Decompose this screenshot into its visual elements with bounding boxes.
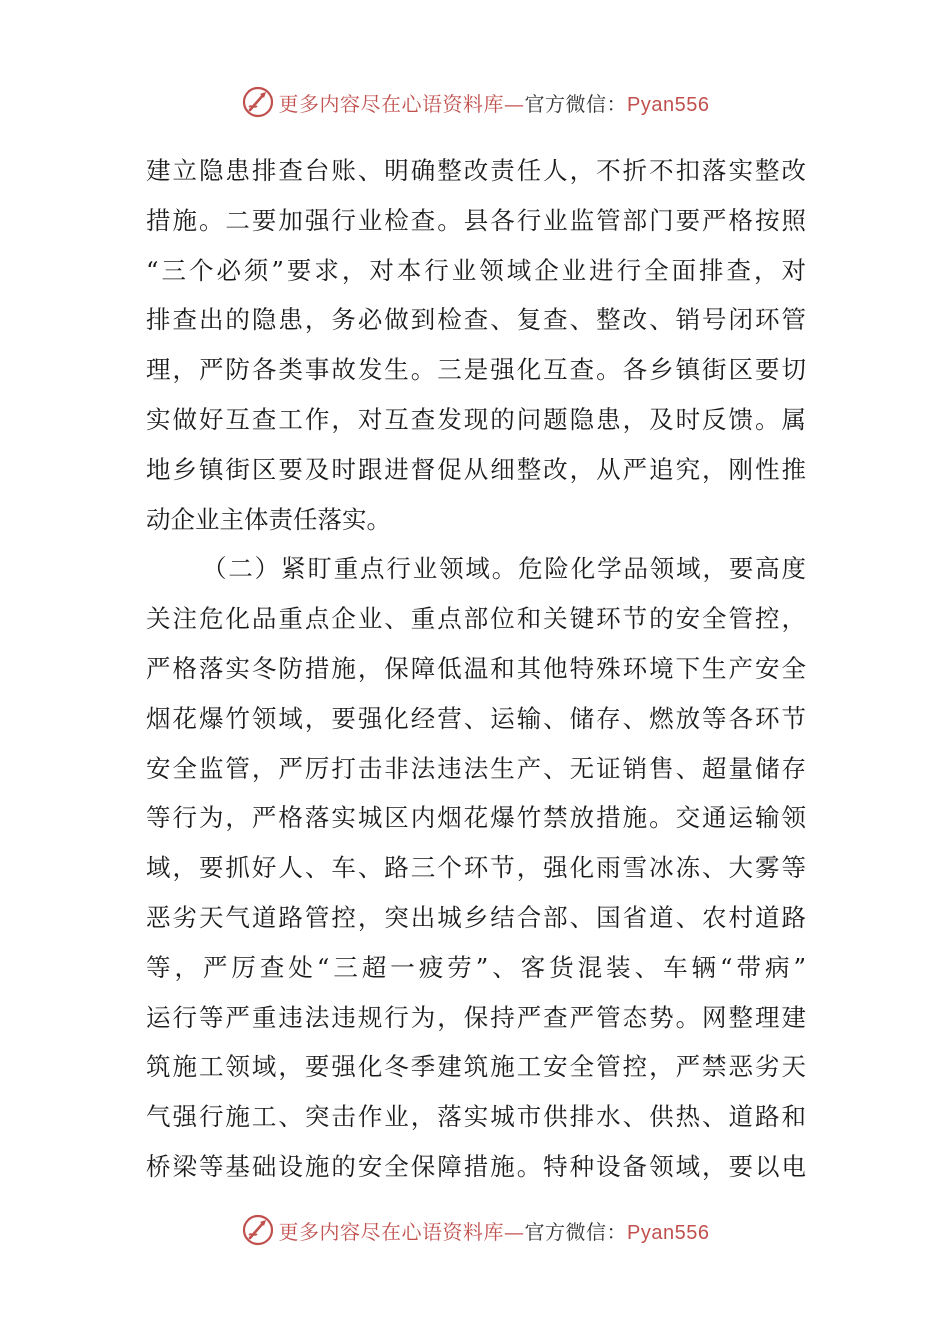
- text-line: 建立隐患排查台账、明确整改责任人，不折不扣落实整改: [146, 156, 806, 185]
- text-line: 恶劣天气道路管控，突出城乡结合部、国省道、农村道路: [146, 902, 806, 932]
- banner-official: 官方微信：: [524, 91, 628, 116]
- text-line: 理，严防各类事故发生。三是强化互查。各乡镇街区要切: [146, 355, 806, 385]
- text-line: 安全监管，严厉打击非法违法生产、无证销售、超量储存: [146, 753, 806, 783]
- text-line: 等，严厉查处“三超一疲劳”、客货混装、车辆“带病”: [146, 952, 806, 982]
- text-line: 动企业主体责任落实。: [146, 504, 391, 534]
- text-line: 实做好互查工作，对互查发现的问题隐患，及时反馈。属: [146, 404, 806, 434]
- text-line: 桥梁等基础设施的安全保障措施。特种设备领域，要以电: [146, 1151, 806, 1181]
- text-line: 气强行施工、突击作业，落实城市供排水、供热、道路和: [146, 1102, 806, 1132]
- pen-seal-logo-icon: [241, 85, 275, 119]
- text-line: 运行等严重违法违规行为，保持严查严管态势。网整理建: [146, 1002, 806, 1032]
- footer-banner: [0, 1210, 950, 1250]
- pen-seal-logo-icon: [241, 1213, 275, 1247]
- text-line: 筑施工领域，要强化冬季建筑施工安全管控，严禁恶劣天: [146, 1052, 806, 1082]
- text-line: 地乡镇街区要及时跟进督促从细整改，从严追究，刚性推: [146, 454, 806, 484]
- text-line: （二）紧盯重点行业领域。危险化学品领域，要高度: [202, 554, 806, 584]
- text-line: 措施。二要加强行业检查。县各行业监管部门要严格按照: [146, 205, 806, 235]
- text-line: 等行为，严格落实城区内烟花爆竹禁放措施。交通运输领: [146, 803, 806, 833]
- banner-prefix: 更多内容尽在心语资料库: [278, 1219, 505, 1244]
- banner-text: [279, 88, 710, 117]
- banner-dash: —: [504, 1219, 525, 1244]
- text-line: 关注危化品重点企业、重点部位和关键环节的安全管控，: [146, 604, 806, 634]
- banner-prefix: 更多内容尽在心语资料库: [278, 91, 505, 116]
- text-line: 域，要抓好人、车、路三个环节，强化雨雪冰冻、大雾等: [146, 853, 806, 883]
- banner-dash: —: [504, 91, 525, 116]
- banner-text: [279, 1216, 710, 1245]
- text-line: “三个必须”要求，对本行业领域企业进行全面排查，对: [146, 255, 806, 285]
- banner-wechat-id: Pyan556: [627, 1221, 710, 1244]
- banner-wechat-id: Pyan556: [627, 93, 710, 116]
- text-line: 排查出的隐患，务必做到检查、复查、整改、销号闭环管: [146, 305, 806, 335]
- header-banner: [0, 82, 950, 122]
- document-body: [146, 146, 806, 1192]
- banner-official: 官方微信：: [524, 1219, 628, 1244]
- text-line: 严格落实冬防措施，保障低温和其他特殊环境下生产安全: [146, 653, 806, 683]
- text-line: 烟花爆竹领域，要强化经营、运输、储存、燃放等各环节: [146, 703, 806, 733]
